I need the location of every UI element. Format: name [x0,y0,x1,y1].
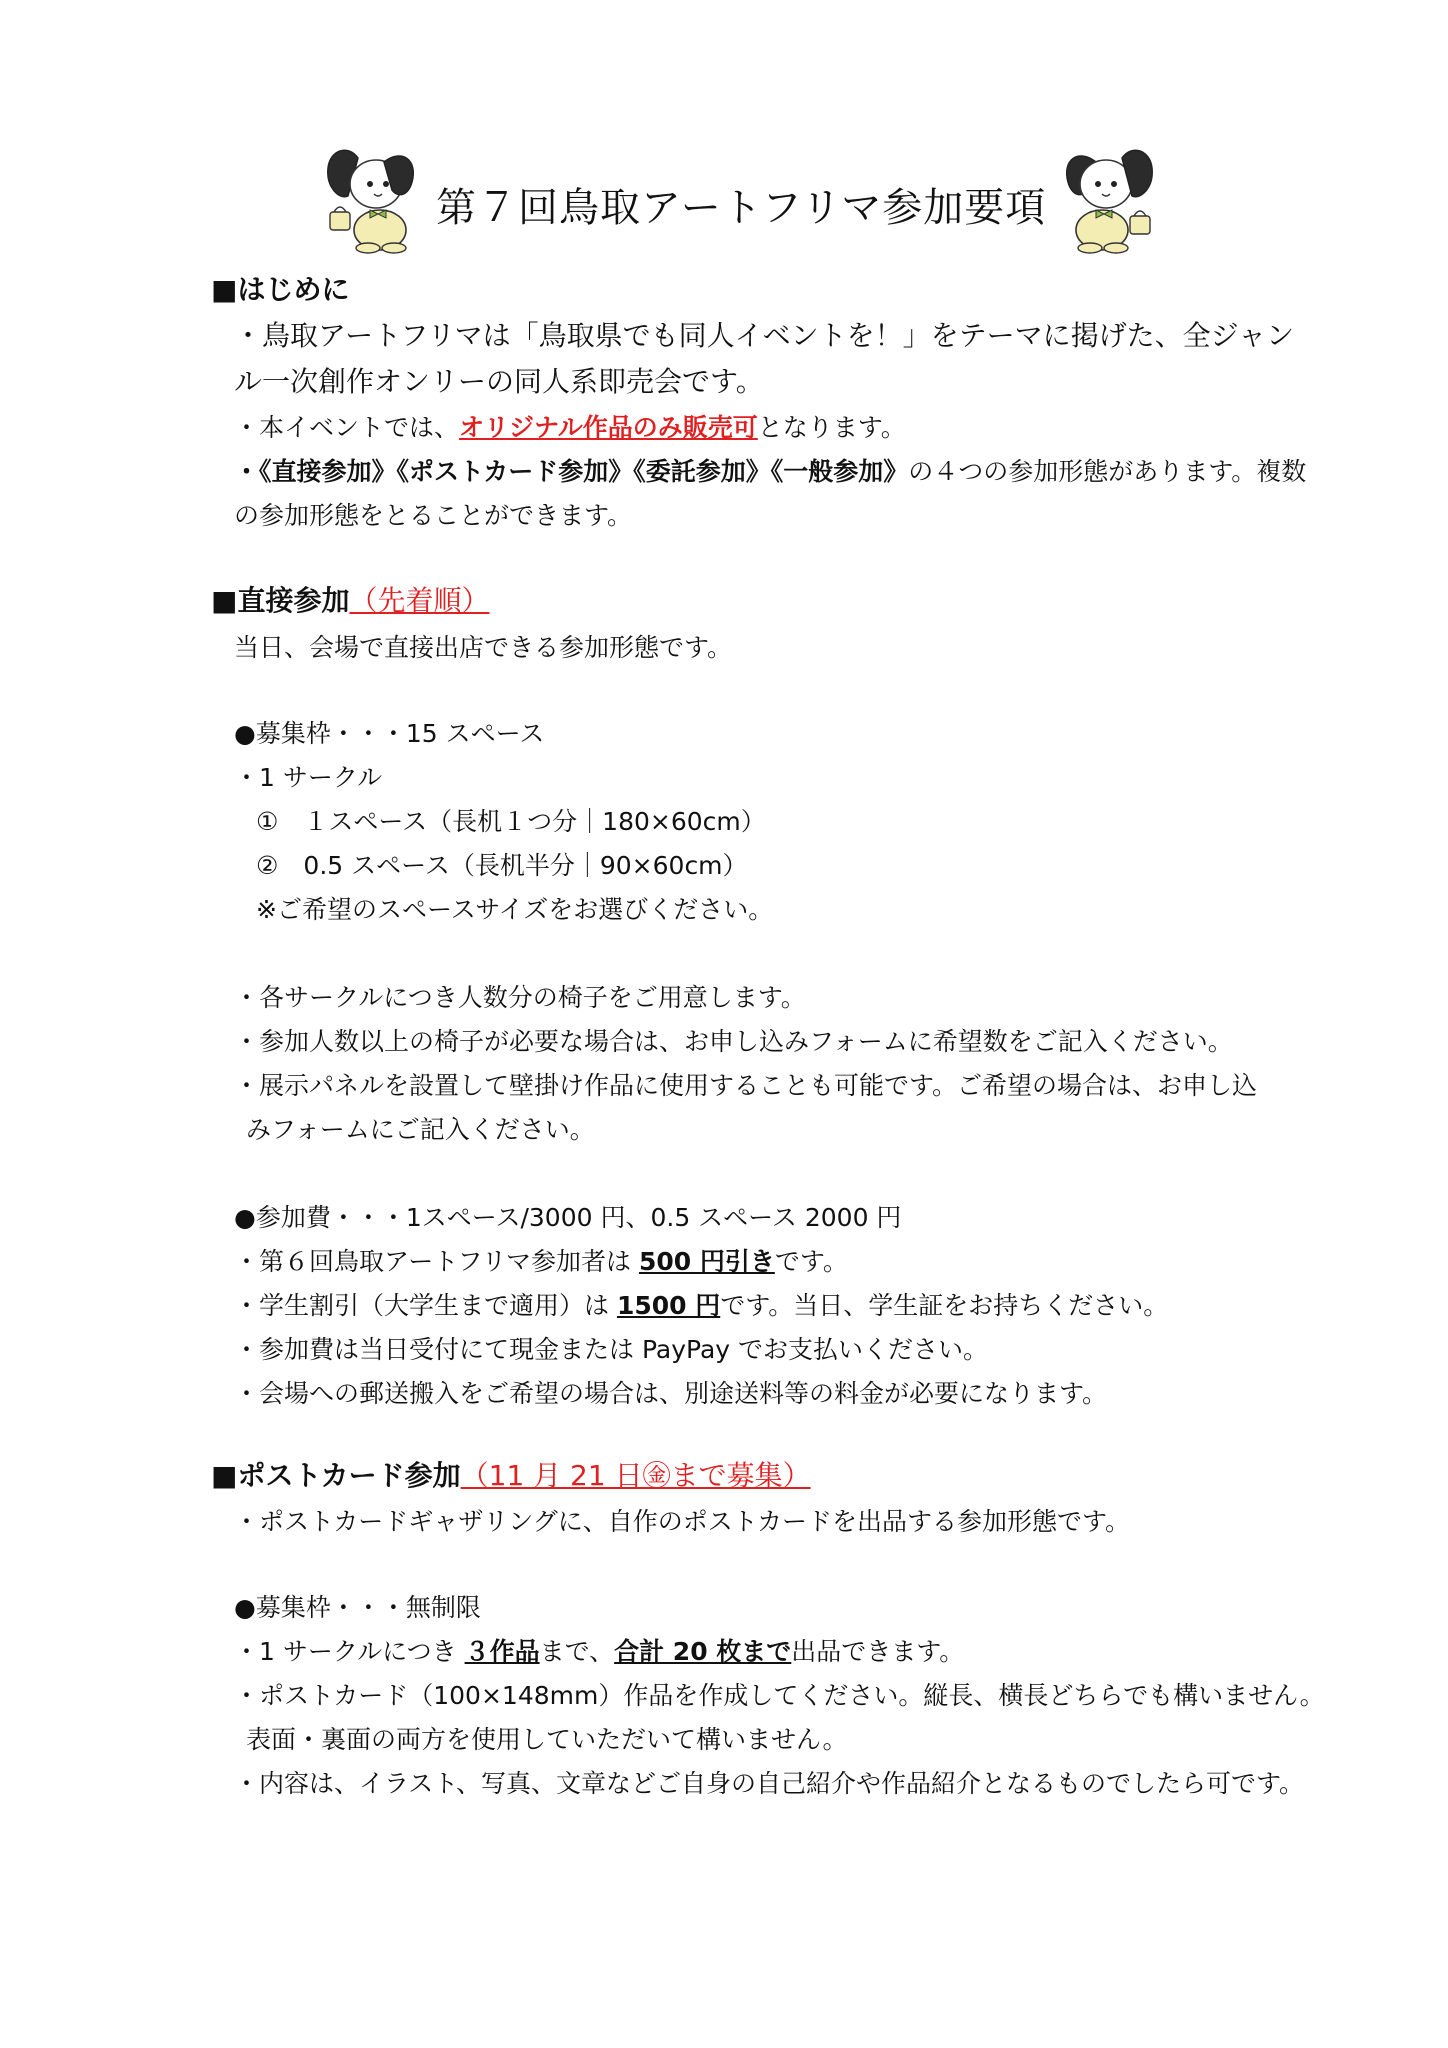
direct-shipping: ・会場への郵送搬入をご希望の場合は、別途送料等の料金が必要になります。 [234,1379,1108,1408]
direct-description: 当日、会場で直接出店できる参加形態です。 [234,633,733,662]
direct-discount-2 [234,1290,1168,1322]
discount-1-amount: 500 円引き [638,1247,775,1276]
discount-2-text-c: です。当日、学生証をお持ちください。 [720,1291,1169,1320]
direct-panel-2: みフォームにご記入ください。 [246,1115,595,1144]
student-price: 1500 円 [616,1291,721,1320]
postcard-total-limit: 合計 20 枚まで [614,1637,792,1666]
direct-slots: ●募集枠・・・15 スペース [234,719,545,748]
postcard-works-limit: ３作品 [464,1637,540,1666]
postcard-rule-a: ・1 サークルにつき [234,1637,465,1666]
rabbit-mascot-left [318,138,430,256]
discount-2-text-a: ・学生割引（大学生まで適用）は [234,1291,617,1320]
postcard-heading-note: （11 月 21 日㊎まで募集） [460,1459,811,1492]
direct-option-1: ① １スペース（長机１つ分｜180×60cm） [256,807,766,836]
intro-line-3-text-a: ・本イベントでは、 [234,413,460,442]
intro-line-3 [234,412,906,444]
rabbit-mascot-right [1050,138,1162,256]
direct-heading [211,585,489,617]
intro-line-5: の参加形態をとることができます。 [234,501,633,530]
intro-heading: ■はじめに [211,273,350,306]
direct-discount-1 [234,1246,848,1278]
postcard-description: ・ポストカードギャザリングに、自作のポストカードを出品する参加形態です。 [234,1507,1131,1536]
postcard-slots: ●募集枠・・・無制限 [234,1593,481,1622]
intro-line-3-text-c: となります。 [757,413,906,442]
direct-per-circle: ・1 サークル [234,763,383,792]
direct-heading-text: ■直接参加 [211,584,350,617]
direct-option-2: ② 0.5 スペース（長机半分｜90×60cm） [256,851,748,880]
postcard-heading [211,1460,811,1492]
intro-line-4 [234,456,1306,488]
direct-chair-2: ・参加人数以上の椅子が必要な場合は、お申し込みフォームに希望数をご記入ください。 [234,1027,1233,1056]
postcard-heading-text: ■ポストカード参加 [211,1459,461,1492]
postcard-rule-c: まで、 [539,1637,615,1666]
intro-line-1: ・鳥取アートフリマは「鳥取県でも同人イベントを！」をテーマに掲げた、全ジャン [234,319,1295,352]
postcard-content: ・内容は、イラスト、写真、文章などご自身の自己紹介や作品紹介となるものでしたら可です。 [234,1769,1305,1798]
original-only-notice: オリジナル作品のみ販売可 [459,413,758,442]
page-title: 第７回鳥取アートフリマ参加要項 [436,185,1047,231]
direct-fee: ●参加費・・・1スペース/3000 円、0.5 スペース 2000 円 [234,1203,902,1232]
direct-heading-note: （先着順） [349,584,490,617]
title-row [0,138,1448,258]
direct-size-note: ※ご希望のスペースサイズをお選びください。 [256,895,774,924]
direct-chair-1: ・各サークルにつき人数分の椅子をご用意します。 [234,983,806,1012]
discount-1-text-a: ・第６回鳥取アートフリマ参加者は [234,1247,639,1276]
participation-types: ・《直接参加》《ポストカード参加》《委託参加》《一般参加》 [234,457,909,486]
direct-panel-1: ・展示パネルを設置して壁掛け作品に使用することも可能です。ご希望の場合は、お申し込 [234,1071,1258,1100]
postcard-size-1: ・ポストカード（100×148mm）作品を作成してください。縦長、横長どちらでも構いません。 [234,1681,1325,1710]
discount-1-text-c: です。 [774,1247,848,1276]
direct-payment: ・参加費は当日受付にて現金または PayPay でお支払いください。 [234,1335,989,1364]
postcard-rule [234,1636,964,1668]
postcard-rule-e: 出品できます。 [791,1637,965,1666]
intro-line-2: ル一次創作オンリーの同人系即売会です。 [234,365,764,398]
postcard-size-2: 表面・裏面の両方を使用していただいて構いません。 [246,1725,848,1754]
intro-line-4-text-b: の４つの参加形態があります。複数 [908,457,1307,486]
